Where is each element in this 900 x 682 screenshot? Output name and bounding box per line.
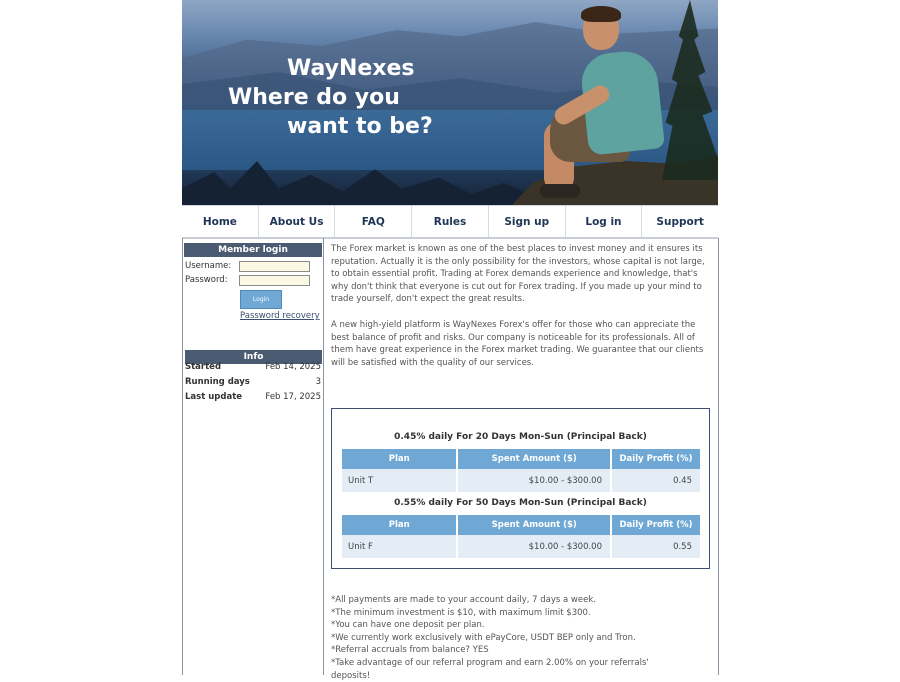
plan-name: Unit F [342,535,458,558]
username-label: Username: [185,261,232,271]
col-daily-profit: Daily Profit (%) [612,515,700,535]
nav-about-us[interactable]: About Us [259,206,336,237]
note-line: *The minimum investment is $10, with maximum limit $300. [331,607,591,618]
plan-profit: 0.45 [612,469,700,492]
nav-faq[interactable]: FAQ [335,206,412,237]
info-value: Feb 14, 2025 [265,362,321,372]
username-input[interactable] [239,261,310,272]
plan-name: Unit T [342,469,458,492]
plan-table-header [342,449,700,469]
username-row [183,259,323,273]
col-plan: Plan [342,515,458,535]
plan-amount: $10.00 - $300.00 [458,535,612,558]
main-content [323,238,719,681]
col-spent-amount: Spent Amount ($) [458,515,612,535]
banner-brand: WayNexes [287,56,415,81]
plan-table [342,449,700,492]
info-title: Info [185,350,322,364]
table-row [342,469,700,492]
plan-profit: 0.55 [612,535,700,558]
plan-amount: $10.00 - $300.00 [458,469,612,492]
login-button[interactable]: Login [240,290,282,309]
banner-person-image [540,4,680,200]
info-value: 3 [315,377,321,387]
note-line: deposits! [331,670,371,681]
col-spent-amount: Spent Amount ($) [458,449,612,469]
password-input[interactable] [239,275,310,286]
note-line: *All payments are made to your account daily, 7 days a week. [331,595,596,605]
nav-home[interactable]: Home [182,206,259,237]
table-row [342,535,700,558]
main-nav [182,205,718,239]
col-plan: Plan [342,449,458,469]
info-list [185,360,321,405]
plan-title: 0.55% daily For 50 Days Mon-Sun (Principal Back) [394,498,647,508]
password-label: Password: [185,275,228,285]
info-key: Started [185,362,222,372]
plan-table-header [342,515,700,535]
banner-slogan-line2: want to be? [287,114,433,139]
nav-support[interactable]: Support [656,215,704,228]
sidebar [182,238,324,675]
note-line: *Take advantage of our referral program and earn 2.00% on your referrals' [331,657,649,668]
terms-notes [331,594,711,682]
investment-plans-box [331,408,710,569]
info-value: Feb 17, 2025 [265,392,321,402]
platform-paragraph: A new high-yield platform is WayNexes Forex's offer for those who can appreciate the best balance of profit and risks. Our company is noticeable for its professionals. All of them have great experience in the Forex market trading. We guarantee that our clients will be satisfied with the quality of our services. [331,320,704,368]
info-row-running-days [185,375,321,390]
banner-slogan-line1: Where do you [228,85,400,110]
plan-table [342,515,700,558]
note-line: *We currently work exclusively with ePayCore, USDT BEP only and Tron. [331,632,636,643]
plan-title: 0.45% daily For 20 Days Mon-Sun (Principal Back) [394,432,647,442]
hero-banner [182,0,718,205]
note-line: *You can have one deposit per plan. [331,620,485,631]
password-row [183,273,323,287]
password-recovery-link[interactable]: Password recovery [240,311,320,321]
page-wrapper [182,0,718,681]
nav-rules[interactable]: Rules [412,206,489,237]
intro-paragraph: The Forex market is known as one of the best places to invest money and it ensures its reputation. Actually it is the only possibility for the investors, whose capital is not large, to obtain essential profit. Trading at Forex demands experience and knowledge, that's why don't think that everyone is cut out for Forex trading. If you made up your mind to trade yourself, don't expect the great results. [331,244,705,305]
info-key: Last update [185,392,243,402]
nav-sign-up[interactable]: Sign up [489,206,566,237]
col-daily-profit: Daily Profit (%) [612,449,700,469]
info-row-started [185,360,321,375]
member-login-title: Member login [184,243,322,257]
info-row-last-update [185,390,321,405]
nav-log-in[interactable]: Log in [566,206,643,237]
info-key: Running days [185,377,250,387]
note-line: *Referral accruals from balance? YES [331,645,489,656]
